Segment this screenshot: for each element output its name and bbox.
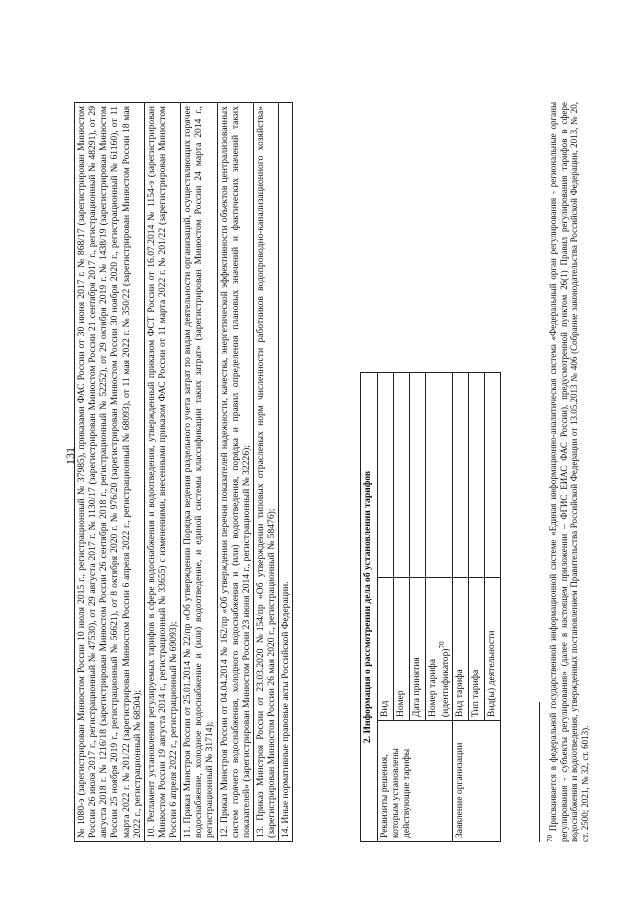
- table-row: [279, 103, 293, 842]
- rotated-page-content: [74, 62, 594, 842]
- field-value: [378, 373, 394, 578]
- page-number: 131: [62, 447, 77, 465]
- field-label: Вид тарифа: [453, 578, 469, 721]
- footnote-ref: 70: [438, 641, 447, 649]
- table-row: [75, 103, 145, 842]
- table-row: [144, 103, 180, 842]
- field-label: Номер: [394, 578, 410, 721]
- field-value: [426, 373, 453, 578]
- normative-acts-table: [74, 102, 293, 842]
- table-cell: 10. Регламент установления регулируемых тарифов в сфере водоснабжения и водоотведения, утвержденный приказом ФСТ России от 16.07.2014 № 1154-э (зарегистрирован Минюстом России 19 августа 2014 г., регистрационный № 33655) с изменениями, внесенными приказом ФАС России от 11 марта 2022 г. № 201/22 (зарегистрирован Минюстом России 6 апреля 2022 г., регистрационный № 69093);: [144, 103, 180, 842]
- table-row: [217, 103, 253, 842]
- decision-details-label: Реквизиты решения, которым установлены действующие тарифы: [378, 721, 453, 842]
- footnote-marker: 70: [546, 835, 554, 842]
- table-row: [453, 373, 469, 842]
- field-label-text: Номер тарифа (идентификатор): [427, 648, 452, 718]
- tariff-case-info-table: [360, 372, 501, 842]
- table-cell: 12. Приказ Минстроя России от 04.04.2014 № 162/пр «Об утверждении перечня показателей надежности, качества, энергетической эффективности объектов централизованных систем горячего водоснабжения, холодного водоснабжения и (или) водоотведения, порядка и правил определения плановых значений и фактических значений таких показателей» (зарегистрирован Минюстом России 23 июня 2014 г., регистрационный № 32226);: [217, 103, 253, 842]
- organization-application-label: Заявление организации: [453, 721, 501, 842]
- field-label: Дата принятия: [410, 578, 426, 721]
- field-value: [453, 373, 469, 578]
- footnote: [546, 102, 590, 842]
- table-cell: № 1080-э (зарегистрирован Минюстом России 10 июля 2015 г., регистрационный № 37985), приказами ФАС России от 30 июня 2017 г. № 868/17 (зарегистрирован Минюстом России 26 июля 2017 г., регистрационный № 47530), от 29 августа 2017 г. № 1130/17 (зарегистрирован Минюстом России 21 сентября 2017 г., регистрационный № 48291), от 29 августа 2018 г. № 1216/18 (зарегистрирован Минюстом России 26 сентября 2018 г., регистрационный № 52252), от 29 октября 2019 г. № 1438/19 (зарегистрирован Минюстом России 25 ноября 2019 г., регистрационный № 56621), от 8 октября 2020 г. № 976/20 (зарегистрирован Минюстом России 30 ноября 2020 г., регистрационный № 61160), от 11 марта 2022 г. № 201/22 (зарегистрирован Минюстом России 6 апреля 2022 г., регистрационный № 68093), от 11 мая 2022 г. № 350/22 (зарегистрирован Минюстом России 18 мая 2022 г., регистрационный № 68504);: [75, 103, 145, 842]
- table-cell: 11. Приказ Минстроя России от 25.01.2014 № 22/пр «Об утверждении Порядка ведения раздельного учета затрат по видам деятельности организаций, осуществляющих горячее водоснабжение, холодное водоснабжение и (или) водоотведение, и единой системы классификации таких затрат» (зарегистрирован Минюстом России 24 марта 2014 г., регистрационный № 31714);: [181, 103, 217, 842]
- footnote-text: Присваивается в федеральной государственной информационной системе «Единая информационно-аналитическая система «Федеральный орган регулирования - региональные органы регулирования - субъекты регулирования» (далее в настоящем приложении – ФГИС ЕИАС ФАС России), предусмотренной пунктом 26(1) Правил регулирования тарифов в сфере водоснабжения и водоотведения, утвержденных постановлением Правительства Российской Федерации от 13.05.2013 № 406 (Собрание законодательства Российской Федерации, 2013, № 20, ст. 2500; 2021, № 32, ст. 6013).: [548, 101, 590, 842]
- field-value: [410, 373, 426, 578]
- table-row: [253, 103, 278, 842]
- field-label: [426, 578, 453, 721]
- field-value: [485, 373, 501, 578]
- footnote-divider: [539, 702, 540, 842]
- table-row: [181, 103, 217, 842]
- table-cell: 13. Приказ Минстроя России от 23.03.2020 №154/пр «Об утверждении типовых отраслевых норм численности работников водопроводно-канализационного хозяйства» (зарегистрирован Минюстом России 26 мая 2020 г., регистрационный № 58476);: [253, 103, 278, 842]
- field-label: Тип тарифа: [469, 578, 485, 721]
- field-label: Вид(ы) деятельности: [485, 578, 501, 721]
- section-title-row: [361, 373, 378, 842]
- table-row: [378, 373, 394, 842]
- field-value: [469, 373, 485, 578]
- table-cell: 14. Иные нормативные правовые акты Российской Федерации.: [279, 103, 293, 842]
- field-label: Вид: [378, 578, 394, 721]
- field-value: [394, 373, 410, 578]
- section-title: 2. Информация о рассмотрении дела об установлении тарифов: [361, 373, 378, 842]
